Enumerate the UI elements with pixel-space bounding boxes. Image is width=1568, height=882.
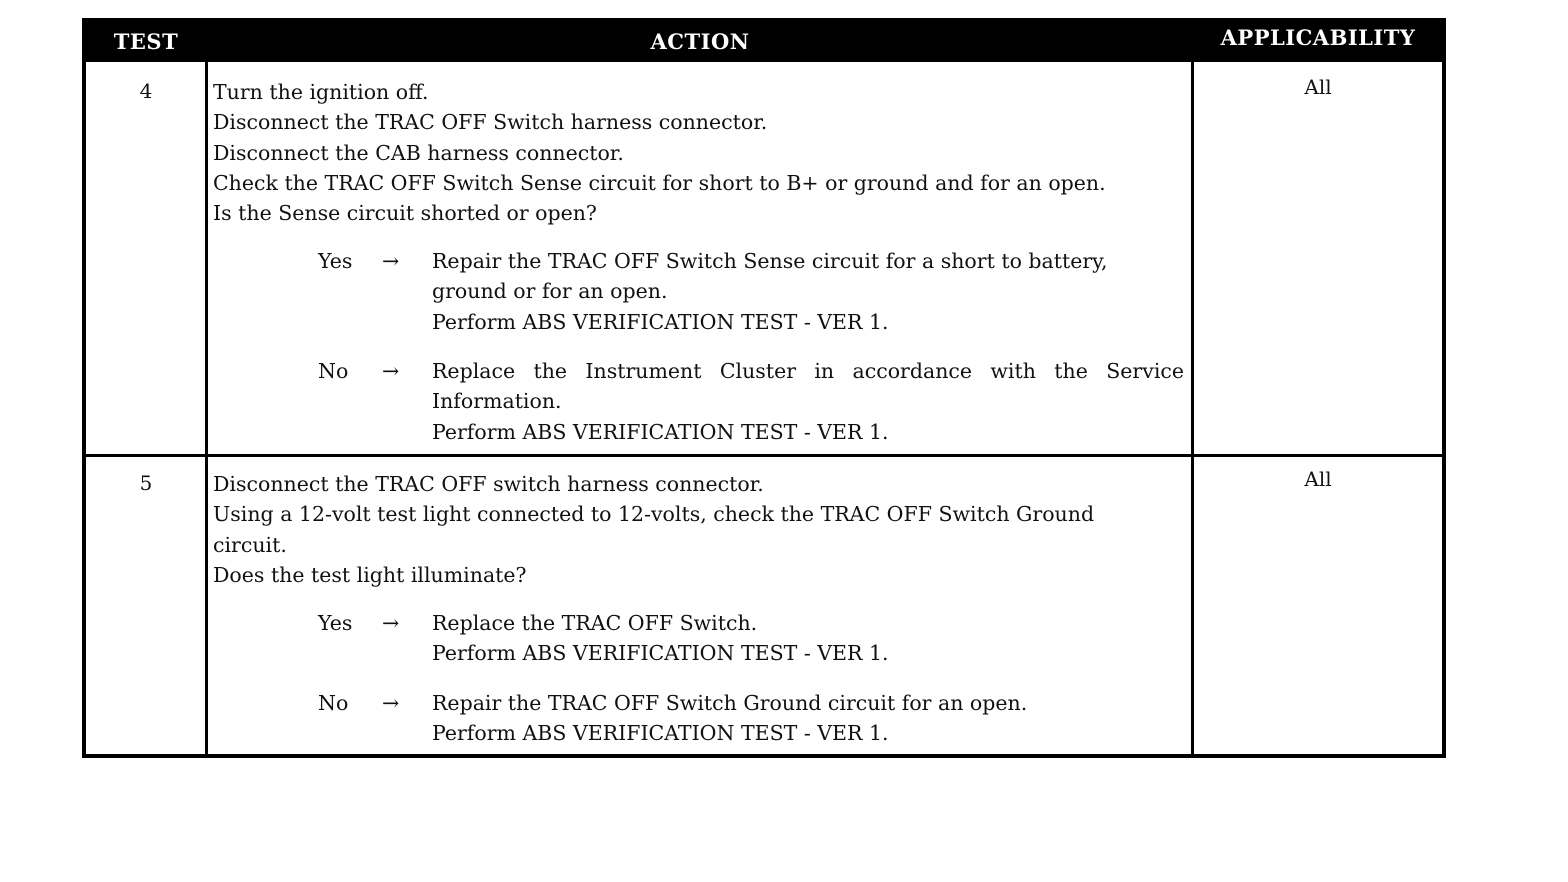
result-line: ground or for an open. xyxy=(432,279,668,304)
header-test: TEST xyxy=(113,29,179,54)
result-line: Perform ABS VERIFICATION TEST - VER 1. xyxy=(432,419,889,444)
result-line: Perform ABS VERIFICATION TEST - VER 1. xyxy=(432,309,889,334)
right-arrow-icon: → xyxy=(382,249,400,273)
action-step: circuit. xyxy=(213,532,287,557)
no-result xyxy=(432,688,1184,749)
header-action: ACTION xyxy=(650,29,750,54)
result-line: Information. xyxy=(432,389,562,414)
result-line: Repair the TRAC OFF Switch Sense circuit for a short to battery, xyxy=(432,249,1108,273)
result-line: Perform ABS VERIFICATION TEST - VER 1. xyxy=(432,721,889,746)
diagnostic-test-table xyxy=(82,18,1446,758)
no-label: No xyxy=(318,691,349,715)
applicability-value: All xyxy=(1304,75,1332,99)
yes-result xyxy=(432,246,1184,337)
result-line: Repair the TRAC OFF Switch Ground circuit for an open. xyxy=(432,691,1028,715)
applicability-value: All xyxy=(1304,467,1332,491)
action-steps xyxy=(213,469,1188,590)
no-label: No xyxy=(318,359,349,383)
action-step: Disconnect the TRAC OFF switch harness connector. xyxy=(213,472,764,496)
no-result xyxy=(432,356,1184,447)
action-step: Disconnect the CAB harness connector. xyxy=(213,140,624,165)
action-step: Check the TRAC OFF Switch Sense circuit for short to B+ or ground and for an open. xyxy=(213,170,1106,195)
test-number: 4 xyxy=(139,79,153,103)
header-applicability: APPLICABILITY xyxy=(1220,25,1416,50)
yes-result xyxy=(432,608,1184,669)
action-step: Using a 12-volt test light connected to 12-volts, check the TRAC OFF Switch Ground xyxy=(213,502,1095,527)
test-number: 5 xyxy=(139,471,153,495)
result-line: Replace the Instrument Cluster in accordance with the Service xyxy=(432,359,1184,383)
table-header xyxy=(86,22,1442,62)
result-line: Replace the TRAC OFF Switch. xyxy=(432,611,758,635)
yes-label: Yes xyxy=(318,611,353,635)
row-divider xyxy=(86,454,1442,457)
column-divider-test xyxy=(205,62,208,758)
result-line: Perform ABS VERIFICATION TEST - VER 1. xyxy=(432,641,889,666)
action-step: Turn the ignition off. xyxy=(213,80,429,104)
right-arrow-icon: → xyxy=(382,611,400,635)
action-step: Disconnect the TRAC OFF Switch harness connector. xyxy=(213,110,768,135)
right-arrow-icon: → xyxy=(382,691,400,715)
column-divider-action xyxy=(1191,62,1194,758)
yes-label: Yes xyxy=(318,249,353,273)
action-step: Does the test light illuminate? xyxy=(213,562,527,587)
action-step: Is the Sense circuit shorted or open? xyxy=(213,201,597,226)
action-steps xyxy=(213,77,1188,228)
right-arrow-icon: → xyxy=(382,359,400,383)
